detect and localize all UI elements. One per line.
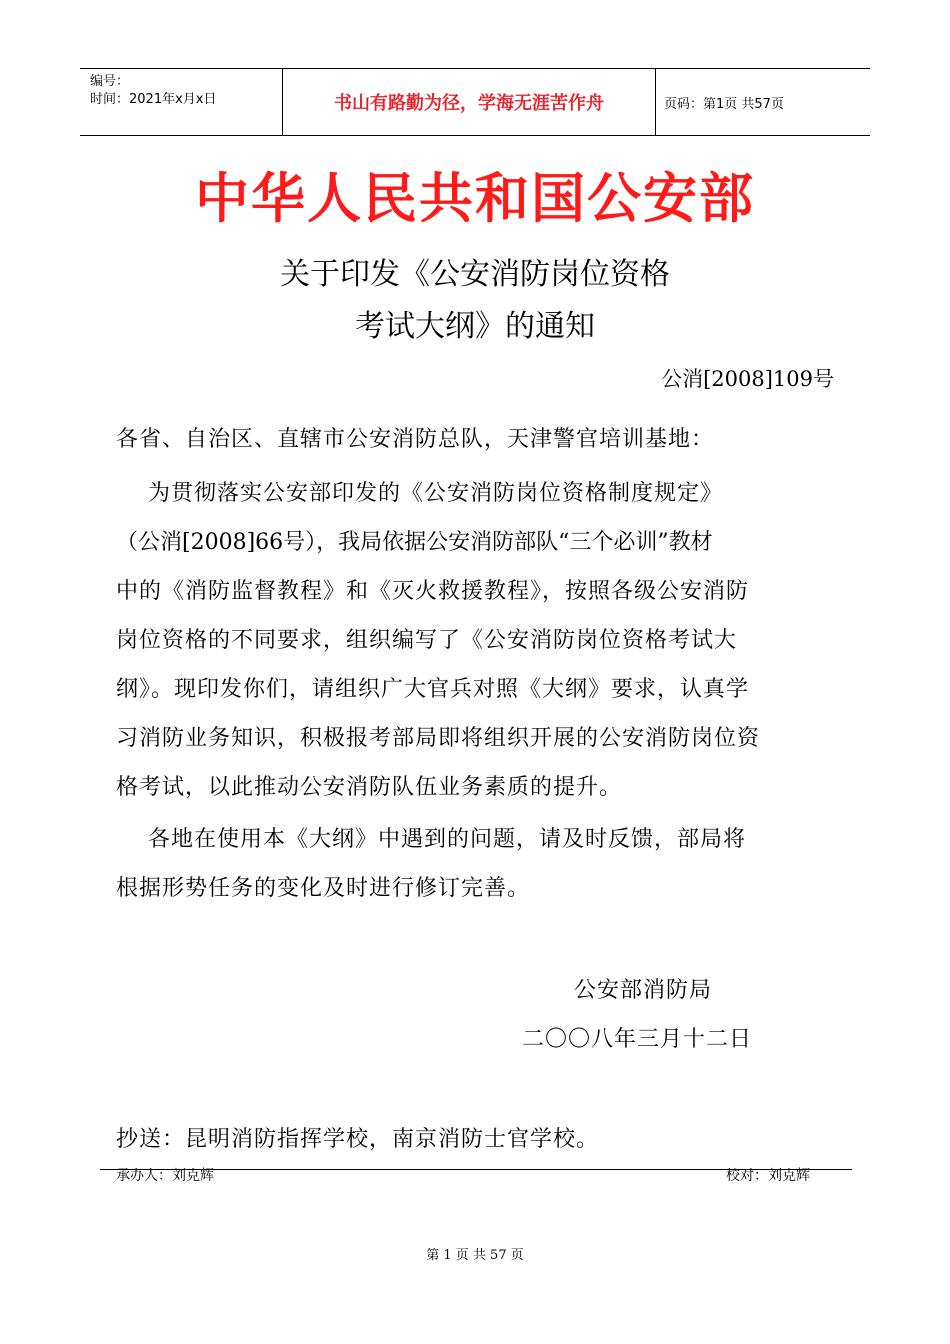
body-line: 根据形势任务的变化及时进行修订完善。 (116, 876, 531, 901)
header-page-info (656, 69, 870, 135)
body-line: 各地在使用本《大纲》中遇到的问题，请及时反馈，部局将 (116, 827, 746, 852)
body-line: 格考试，以此推动公安消防队伍业务素质的提升。 (116, 775, 623, 800)
number-label: 编号： (90, 74, 130, 89)
body-line: 纲》。现印发你们，请组织广大官兵对照《大纲》要求，认真学 (116, 677, 750, 702)
cc-line: 抄送：昆明消防指挥学校，南京消防士官学校。 (116, 1127, 600, 1152)
body-line: 中的《消防监督教程》和《灭火救援教程》，按照各级公安消防 (116, 579, 750, 604)
body-line: 岗位资格的不同要求，组织编写了《公安消防岗位资格考试大 (116, 628, 738, 653)
document-number: 公消[2008]109号 (661, 367, 834, 391)
proofreader-label: 校对：刘克辉 (726, 1168, 810, 1184)
signature-organization: 公安部消防局 (574, 978, 713, 1003)
body-line: （公消[2008]66号），我局依据公安消防部队“三个必训”教材 (116, 530, 713, 555)
page-info-text: 页码：第1页 共57页 (664, 96, 784, 112)
header-meta (80, 69, 282, 135)
body-line: 习消防业务知识，积极报考部局即将组织开展的公安消防岗位资 (116, 726, 761, 751)
document-header (80, 68, 870, 136)
document-title-line-2: 考试大纲》的通知 (355, 309, 595, 344)
date-label: 时间：2021年x月x日 (90, 92, 217, 107)
page-number: 第 1 页 共 57 页 (426, 1248, 524, 1263)
motto-text: 书山有路勤为径，学海无涯苦作舟 (334, 93, 604, 114)
signature-date: 二〇〇八年三月十二日 (522, 1027, 753, 1052)
body-line: 为贯彻落实公安部印发的《公安消防岗位资格制度规定》 (116, 481, 723, 506)
header-motto (282, 69, 656, 135)
issuing-organization: 中华人民共和国公安部 (195, 167, 755, 230)
document-title-line-1: 关于印发《公安消防岗位资格 (280, 257, 670, 292)
addressee: 各省、自治区、直辖市公安消防总队，天津警官培训基地： (116, 427, 715, 452)
handler-label: 承办人：刘克辉 (116, 1168, 214, 1184)
